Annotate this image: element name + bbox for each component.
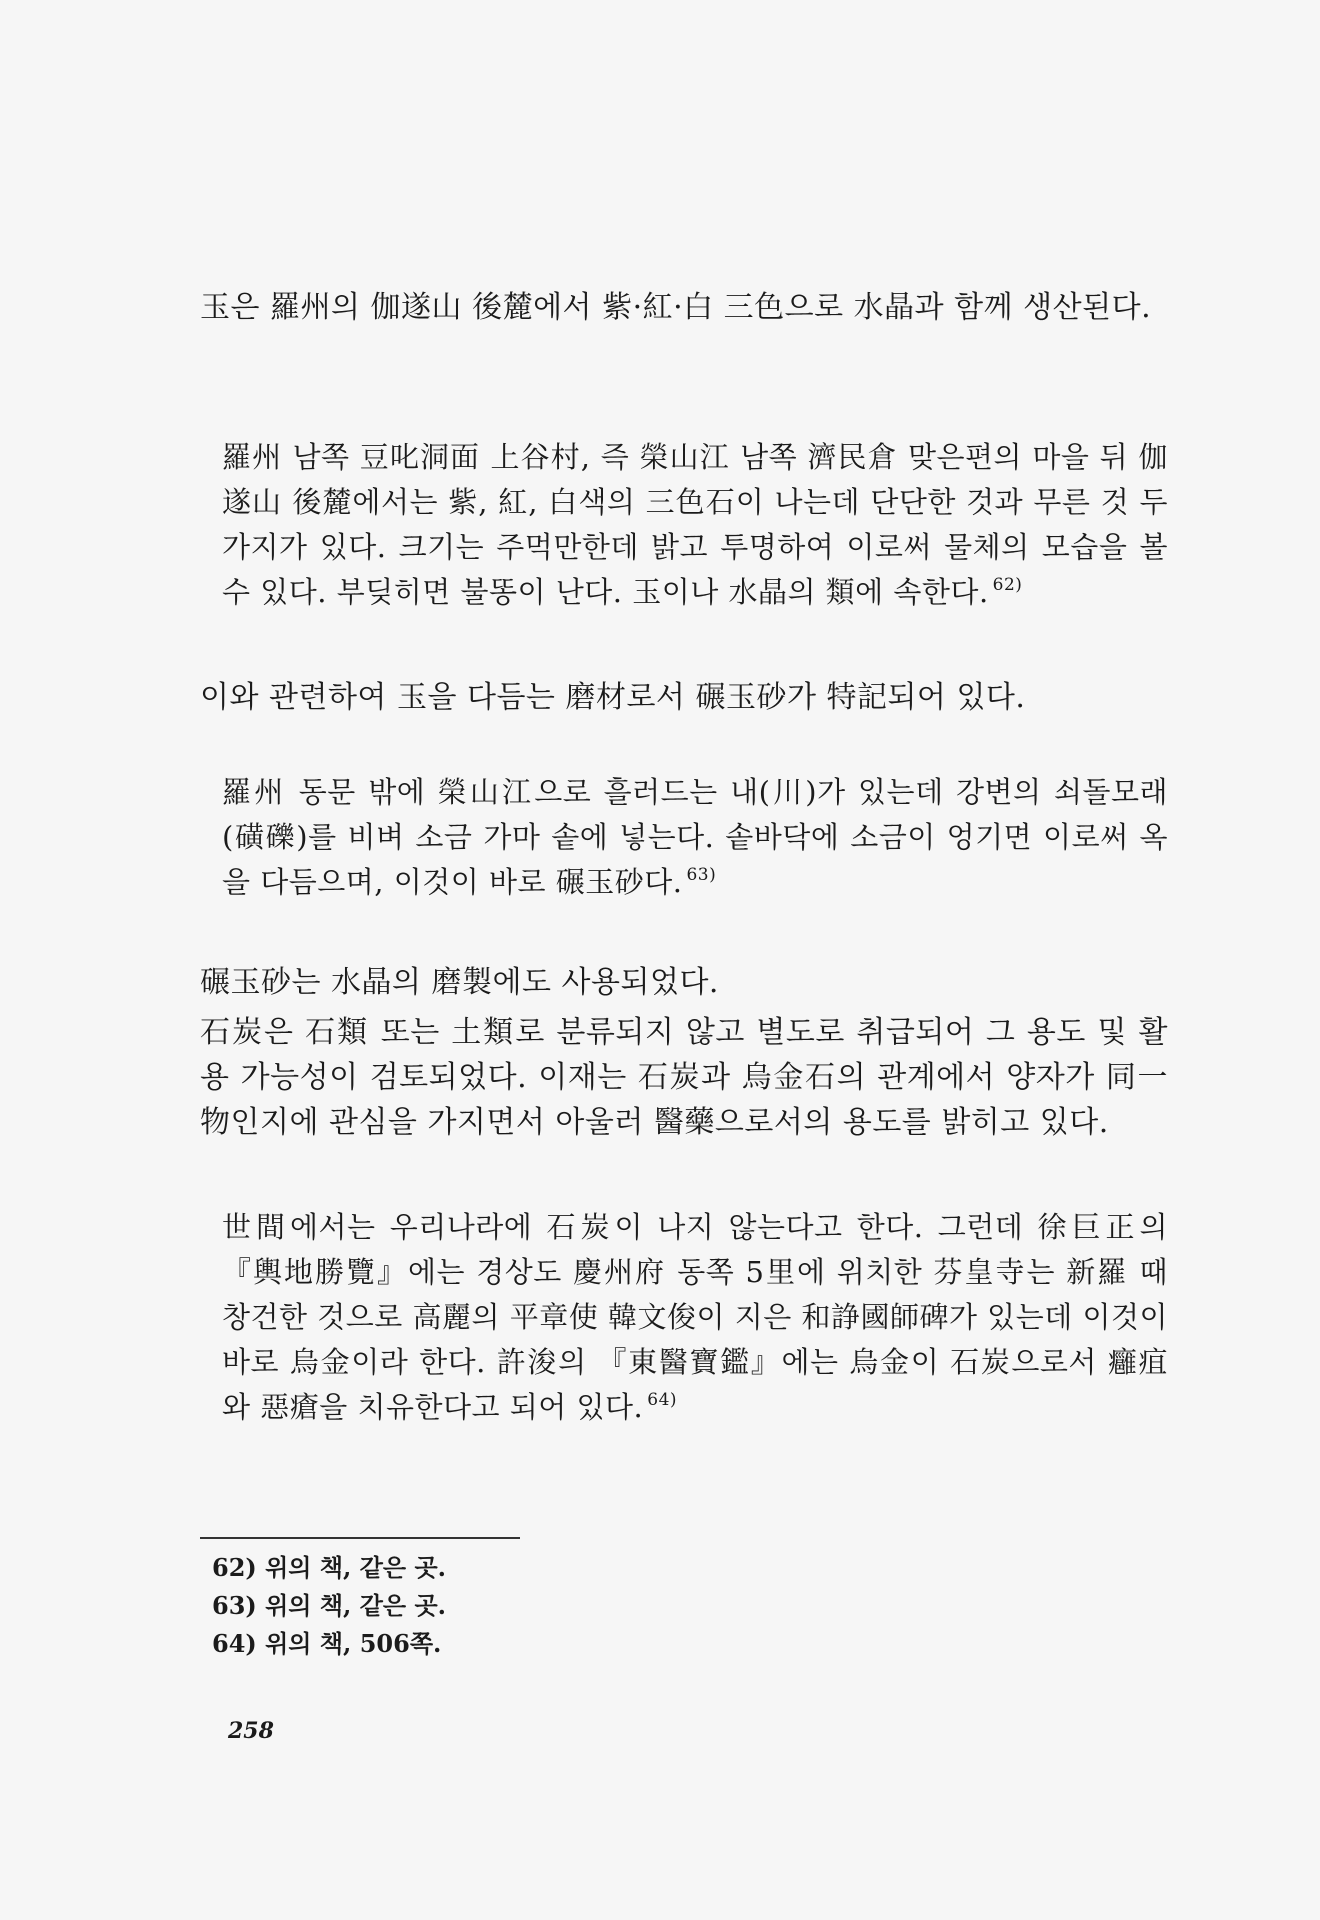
page-number: 258 xyxy=(228,1718,274,1744)
body-paragraph-crystal xyxy=(200,960,1168,1005)
quote-block-coal xyxy=(222,1205,1168,1430)
quote-block-polishing-sand xyxy=(222,770,1168,905)
body-paragraph-coal xyxy=(200,1010,1168,1145)
body-paragraph-coal-text: 石炭은 石類 또는 土類로 분류되지 않고 별도로 취급되어 그 용도 및 활용 가능성이 검토되었다. 이재는 石炭과 烏金石의 관계에서 양자가 同一物인지에 관심을 가지면서 아울러 醫藥으로서의 용도를 밝히고 있다. xyxy=(200,1015,1168,1140)
footnote-ref-62: 62) xyxy=(992,575,1023,595)
footnote-ref-64: 64) xyxy=(647,1390,678,1410)
footnote-64: 64) 위의 책, 506쪽. xyxy=(212,1629,442,1658)
quote-text-polishing-sand: 羅州 동문 밖에 榮山江으로 흘러드는 내(川)가 있는데 강변의 쇠돌모래(磺礫)를 비벼 소금 가마 솥에 넣는다. 솥바닥에 소금이 엉기면 이로써 옥을 다듬으며, 이것이 바로 碾玉砂다. xyxy=(222,775,1168,899)
footnote-ref-63: 63) xyxy=(686,865,717,885)
footnote-63: 63) 위의 책, 같은 곳. xyxy=(212,1591,446,1620)
quote-text-coal: 世間에서는 우리나라에 石炭이 나지 않는다고 한다. 그런데 徐巨正의 『輿地勝覽』에는 경상도 慶州府 동쪽 5里에 위치한 芬皇寺는 新羅 때 창건한 것으로 高麗의 平章使 韓文俊이 지은 和諍國師碑가 있는데 이것이 바로 烏金이라 한다. 許浚의 『東醫寶鑑』에는 烏金이 石炭으로서 癰疽와 惡瘡을 치유한다고 되어 있다. xyxy=(222,1210,1168,1424)
body-paragraph-polishing-sand-text: 이와 관련하여 玉을 다듬는 磨材로서 碾玉砂가 特記되어 있다. xyxy=(200,680,1026,715)
body-paragraph-jade xyxy=(200,285,1168,330)
body-paragraph-crystal-text: 碾玉砂는 水晶의 磨製에도 사용되었다. xyxy=(200,965,719,1000)
footnote-divider xyxy=(200,1537,520,1539)
body-paragraph-jade-text: 玉은 羅州의 伽遂山 後麓에서 紫·紅·白 三色으로 水晶과 함께 생산된다. xyxy=(200,290,1152,325)
quote-block-three-color-stone xyxy=(222,435,1168,615)
quote-text-three-color-stone: 羅州 남쪽 豆叱洞面 上谷村, 즉 榮山江 남쪽 濟民倉 맞은편의 마을 뒤 伽遂山 後麓에서는 紫, 紅, 白색의 三色石이 나는데 단단한 것과 무른 것 두 가지가 있다. 크기는 주먹만한데 밝고 투명하여 이로써 물체의 모습을 볼 수 있다. 부딪히면 불똥이 난다. 玉이나 水晶의 類에 속한다. xyxy=(222,440,1168,609)
body-paragraph-polishing-sand xyxy=(200,675,1168,720)
footnote-62: 62) 위의 책, 같은 곳. xyxy=(212,1553,446,1582)
